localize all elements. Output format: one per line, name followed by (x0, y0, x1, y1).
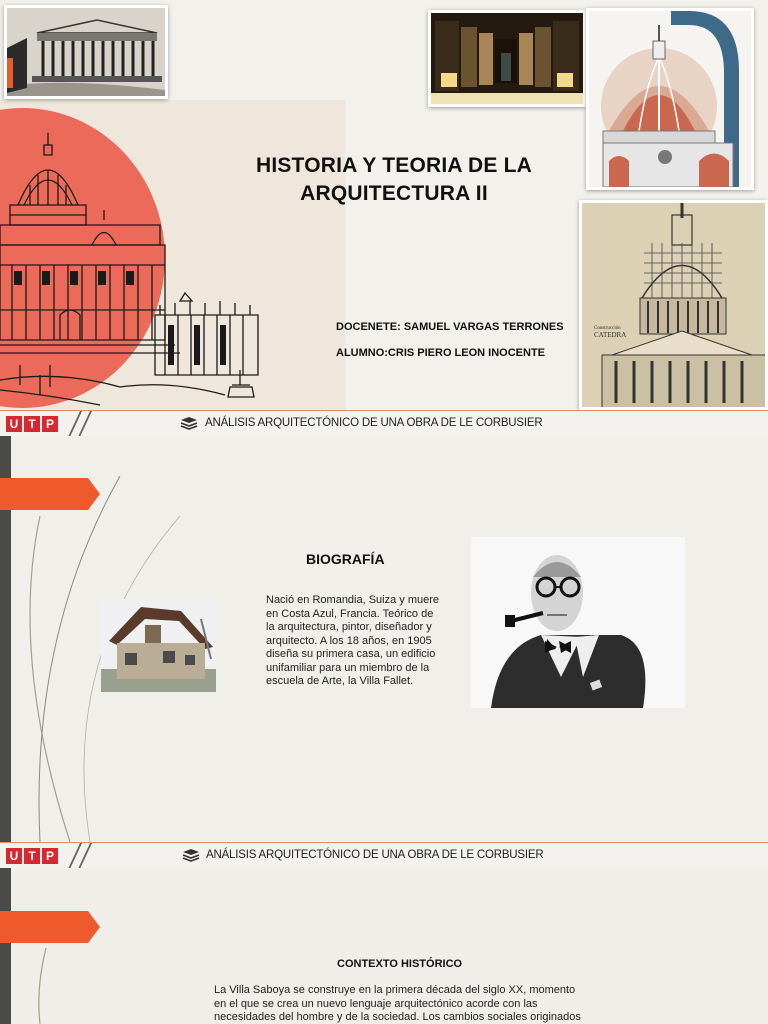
book-stack-icon (182, 848, 200, 863)
logo-letter-u: U (6, 416, 22, 432)
logo-letter-t: T (24, 848, 40, 864)
slide-footer (0, 842, 768, 868)
logo-letter-p: P (42, 848, 58, 864)
context-heading: CONTEXTO HISTÓRICO (337, 958, 463, 970)
presentation-title (214, 152, 574, 208)
bio-line: unifamiliar para un miembro de la (266, 661, 430, 674)
utp-logo (6, 848, 58, 864)
capitol-photo (579, 200, 768, 410)
biography-text (266, 594, 444, 689)
title-slide (0, 0, 768, 410)
biography-slide (0, 436, 768, 842)
parthenon-photo (4, 5, 168, 99)
footer-caption: ANÁLISIS ARQUITECTÓNICO DE UNA OBRA DE LE CORBUSIER (206, 849, 544, 861)
title-line-1: HISTORIA Y TEORIA DE LA (255, 154, 533, 177)
bio-line: escuela de Arte, la Villa Fallet. (266, 675, 414, 687)
svg-text:CATEDRA: CATEDRA (594, 331, 627, 339)
logo-letter-p: P (42, 416, 58, 432)
utp-logo (6, 416, 58, 432)
context-line: necesidades del hombre y de la sociedad. Los cambios sociales originados (214, 1011, 581, 1023)
arrow-tab (0, 478, 100, 510)
footer-caption: ANÁLISIS ARQUITECTÓNICO DE UNA OBRA DE LE CORBUSIER (205, 417, 543, 429)
context-text (214, 984, 594, 1024)
arrow-tab (0, 911, 100, 943)
context-line: en el que se crea un nuevo lenguaje arquitectónico acorde con las (214, 997, 538, 1010)
bio-line: en Costa Azul, Francia. Teórico de (266, 607, 434, 620)
svg-text:Construcción: Construcción (594, 326, 621, 331)
bio-line: diseña su primera casa, un edificio (266, 648, 436, 660)
logo-letter-u: U (6, 848, 22, 864)
biography-heading: BIOGRAFÍA (306, 551, 385, 567)
title-line-2: ARQUITECTURA II (300, 182, 488, 205)
florence-dome-photo (586, 8, 754, 190)
book-stack-icon (180, 416, 198, 431)
context-slide (0, 868, 768, 1024)
logo-letter-t: T (24, 416, 40, 432)
villa-fallet-photo (101, 599, 216, 692)
corridor-photo (428, 10, 586, 107)
bio-line: la arquitectura, pintor, diseñador y (266, 621, 432, 633)
bio-line: Nació en Romandia, Suiza y muere (266, 594, 440, 606)
bio-line: arquitecto. A los 18 años, en 1905 (266, 634, 432, 647)
curve-decoration (0, 868, 120, 1024)
context-line: La Villa Saboya se construye en la primera década del siglo XX, momento (214, 984, 576, 996)
docente-label: DOCENETE: SAMUEL VARGAS TERRONES (336, 321, 564, 333)
le-corbusier-portrait (471, 537, 685, 708)
alumno-label: ALUMNO:CRIS PIERO LEON INOCENTE (336, 347, 546, 359)
slide-footer (0, 410, 768, 436)
